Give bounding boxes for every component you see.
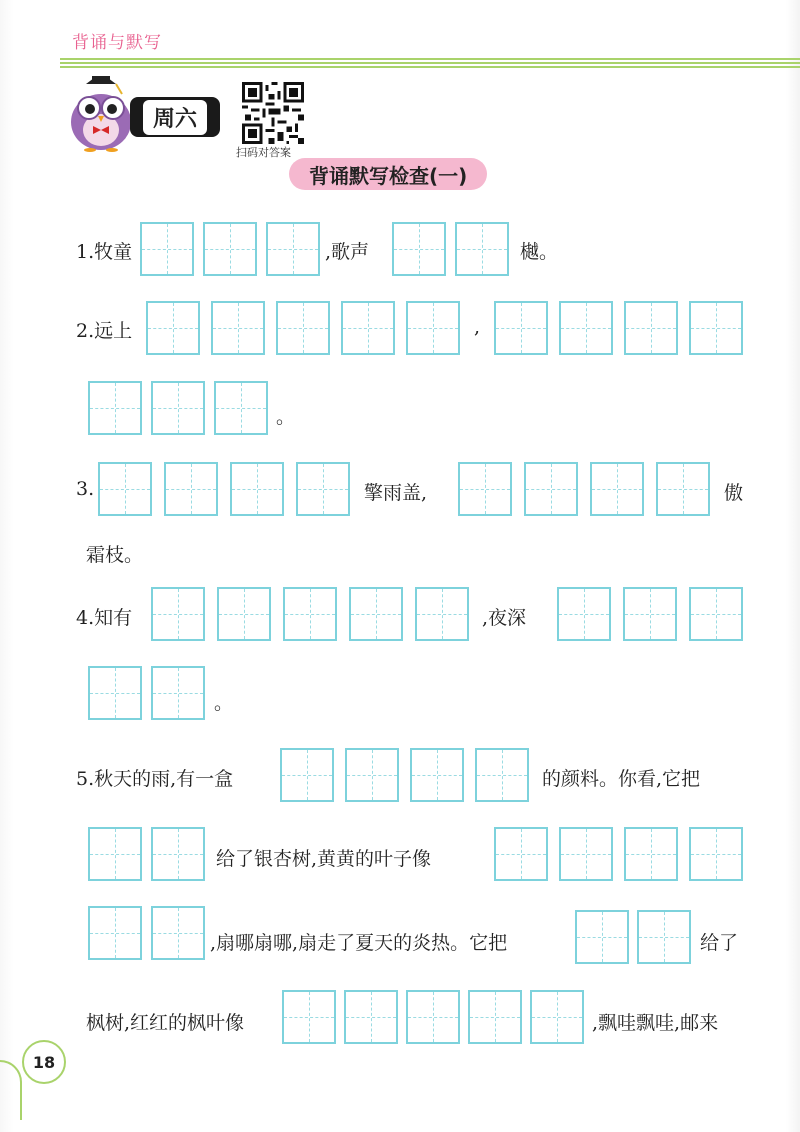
q3-mid: 擎雨盖, <box>364 482 428 504</box>
answer-box[interactable] <box>203 222 257 276</box>
q1-mid: ,歌声 <box>325 241 370 263</box>
answer-box[interactable] <box>230 462 284 516</box>
day-badge <box>130 97 220 137</box>
q4-mid: ,夜深 <box>482 607 527 629</box>
answer-box[interactable] <box>624 301 678 355</box>
day-badge-label: 周六 <box>143 100 207 135</box>
answer-box[interactable] <box>345 748 399 802</box>
answer-box[interactable] <box>530 990 584 1044</box>
answer-box[interactable] <box>88 381 142 435</box>
answer-box[interactable] <box>280 748 334 802</box>
answer-box[interactable] <box>415 587 469 641</box>
q5-line1-b: 的颜料。你看,它把 <box>542 768 701 790</box>
q5-line3-a: ,扇哪扇哪,扇走了夏天的炎热。它把 <box>210 932 508 954</box>
answer-box[interactable] <box>458 462 512 516</box>
answer-box[interactable] <box>468 990 522 1044</box>
answer-box[interactable] <box>211 301 265 355</box>
q5-line4-b: ,飘哇飘哇,邮来 <box>592 1012 719 1034</box>
answer-box[interactable] <box>689 827 743 881</box>
answer-box[interactable] <box>88 906 142 960</box>
answer-box[interactable] <box>98 462 152 516</box>
qr-code-icon[interactable] <box>242 82 304 144</box>
q2-comma: , <box>474 316 481 338</box>
answer-box[interactable] <box>217 587 271 641</box>
answer-box[interactable] <box>164 462 218 516</box>
answer-box[interactable] <box>146 301 200 355</box>
answer-box[interactable] <box>151 587 205 641</box>
owl-mascot-icon <box>66 74 136 152</box>
answer-box[interactable] <box>455 222 509 276</box>
q5-line3-b: 给了 <box>700 932 739 954</box>
page-number: 18 <box>22 1040 66 1084</box>
answer-box[interactable] <box>296 462 350 516</box>
q5-line4-a: 枫树,红红的枫叶像 <box>86 1012 245 1034</box>
header-divider <box>60 58 800 68</box>
answer-box[interactable] <box>575 910 629 964</box>
answer-box[interactable] <box>557 587 611 641</box>
q3-prefix: 3. <box>76 478 95 500</box>
answer-box[interactable] <box>344 990 398 1044</box>
answer-box[interactable] <box>559 301 613 355</box>
q4-prefix: 4.知有 <box>76 607 133 629</box>
answer-box[interactable] <box>276 301 330 355</box>
answer-box[interactable] <box>88 666 142 720</box>
answer-box[interactable] <box>689 301 743 355</box>
answer-box[interactable] <box>151 827 205 881</box>
answer-box[interactable] <box>140 222 194 276</box>
footer-decoration <box>0 1060 22 1120</box>
q5-line1-a: 5.秋天的雨,有一盒 <box>76 768 234 790</box>
q1-prefix: 1.牧童 <box>76 241 133 263</box>
answer-box[interactable] <box>392 222 446 276</box>
answer-box[interactable] <box>283 587 337 641</box>
answer-box[interactable] <box>151 666 205 720</box>
answer-box[interactable] <box>590 462 644 516</box>
answer-box[interactable] <box>151 906 205 960</box>
q5-line2: 给了银杏树,黄黄的叶子像 <box>216 848 432 870</box>
answer-box[interactable] <box>624 827 678 881</box>
q4-end: 。 <box>214 692 234 714</box>
page-title: 背诵默写检查(一) <box>289 158 487 190</box>
answer-box[interactable] <box>475 748 529 802</box>
answer-box[interactable] <box>282 990 336 1044</box>
answer-box[interactable] <box>406 990 460 1044</box>
answer-box[interactable] <box>559 827 613 881</box>
qr-caption: 扫码对答案 <box>236 146 291 159</box>
q2-prefix: 2.远上 <box>76 320 133 342</box>
answer-box[interactable] <box>494 301 548 355</box>
q2-end: 。 <box>276 406 296 428</box>
answer-box[interactable] <box>214 381 268 435</box>
answer-box[interactable] <box>151 381 205 435</box>
section-label: 背诵与默写 <box>72 33 162 53</box>
answer-box[interactable] <box>349 587 403 641</box>
answer-box[interactable] <box>689 587 743 641</box>
answer-box[interactable] <box>623 587 677 641</box>
answer-box[interactable] <box>410 748 464 802</box>
q3-line2: 霜枝。 <box>86 544 144 566</box>
answer-box[interactable] <box>637 910 691 964</box>
answer-box[interactable] <box>88 827 142 881</box>
answer-box[interactable] <box>406 301 460 355</box>
q1-end: 樾。 <box>520 241 559 263</box>
q3-end: 傲 <box>724 482 744 504</box>
answer-box[interactable] <box>656 462 710 516</box>
answer-box[interactable] <box>266 222 320 276</box>
answer-box[interactable] <box>494 827 548 881</box>
answer-box[interactable] <box>341 301 395 355</box>
answer-box[interactable] <box>524 462 578 516</box>
